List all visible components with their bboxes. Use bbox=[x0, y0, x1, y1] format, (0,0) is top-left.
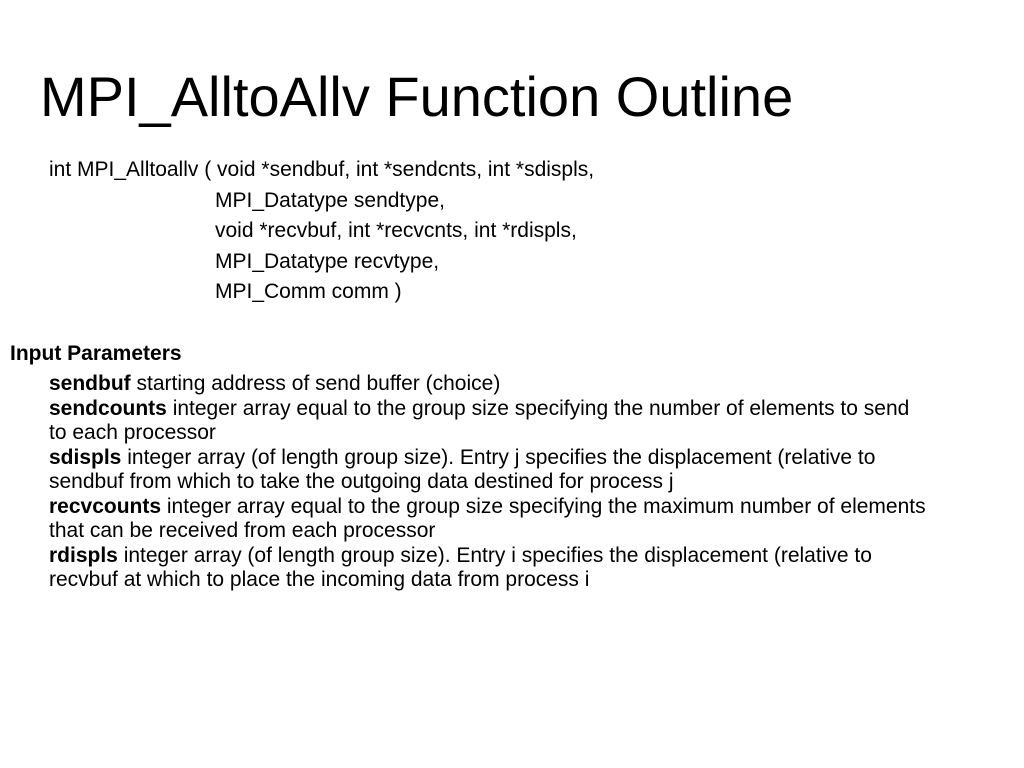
signature-line: void *recvbuf, int *recvcnts, int *rdispls, bbox=[215, 219, 577, 242]
parameter-description: integer array (of length group size). Entry i specifies the displacement (relative to recvbuf at which to place the incoming data from process i bbox=[49, 543, 872, 591]
parameter-description: integer array equal to the group size specifying the number of elements to send to each processor bbox=[49, 396, 910, 444]
function-signature bbox=[49, 155, 594, 308]
input-parameters-heading: Input Parameters bbox=[10, 342, 182, 365]
parameter-name: sendbuf bbox=[49, 372, 131, 395]
parameter-description: integer array (of length group size). Entry j specifies the displacement (relative to sendbuf from which to take the outgoing data destined for process j bbox=[49, 445, 876, 493]
parameter-item bbox=[49, 544, 929, 593]
parameter-item bbox=[49, 495, 929, 544]
signature-line: MPI_Datatype sendtype, bbox=[215, 188, 445, 212]
parameter-item bbox=[49, 446, 929, 495]
parameter-item bbox=[49, 397, 929, 446]
signature-line: int MPI_Alltoallv ( void *sendbuf, int *sendcnts, int *sdispls, bbox=[49, 158, 595, 181]
parameter-name: sendcounts bbox=[49, 396, 167, 420]
parameter-name: sdispls bbox=[49, 445, 122, 469]
signature-line: MPI_Datatype recvtype, bbox=[215, 249, 440, 273]
parameter-description: starting address of send buffer (choice) bbox=[136, 372, 501, 395]
parameter-list bbox=[49, 372, 929, 593]
parameter-description: integer array equal to the group size specifying the maximum number of elements that can be received from each processor bbox=[49, 494, 926, 542]
signature-line: MPI_Comm comm ) bbox=[215, 280, 402, 303]
parameter-name: rdispls bbox=[49, 543, 118, 567]
parameter-item bbox=[49, 372, 929, 397]
parameter-name: recvcounts bbox=[49, 494, 162, 518]
slide-title: MPI_AlltoAllv Function Outline bbox=[40, 65, 794, 128]
